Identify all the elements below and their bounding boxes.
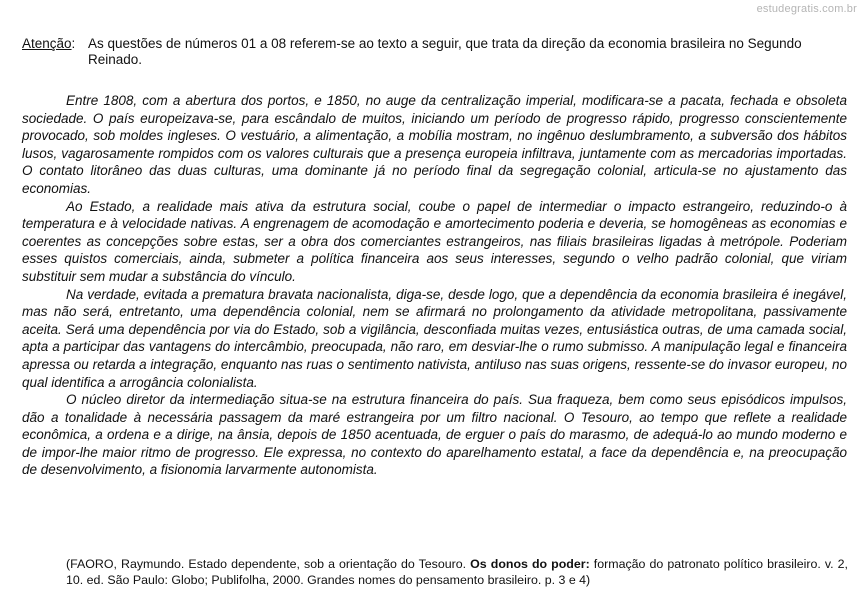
- notice-label-colon: :: [71, 36, 76, 51]
- notice-text: As questões de números 01 a 08 referem-se ao texto a seguir, que trata da direção da economia brasileira no Segundo Reinado.: [88, 36, 802, 67]
- citation-text-before: (FAORO, Raymundo. Estado dependente, sob a orientação do Tesouro.: [66, 557, 471, 571]
- watermark: estudegratis.com.br: [756, 3, 857, 15]
- notice-label: Atenção: [22, 36, 72, 51]
- passage: [22, 92, 847, 479]
- citation: [66, 556, 848, 588]
- passage-paragraph-3: Na verdade, evitada a prematura bravata nacionalista, diga-se, desde logo, que a dependência da economia brasileira é inegável, mas não será, entretanto, uma dependência colonial, nem se afirmará no prolongamento da atividade metropolitana, passivamente aceita. Será uma dependência por via do Estado, sob a vigilância, desconfiada muitas vezes, entusiástica outras, de uma camada social, apta a participar das vantagens do intercâmbio, preocupada, não raro, em desviar-lhe o rumo submisso. A manipulação legal e financeira apressa ou retarda a integração, enquanto nas ruas o sentimento nativista, antiluso nas suas origens, ressente-se do invasor europeu, no qual identifica a arrogância colonialista.: [22, 286, 847, 390]
- passage-paragraph-4: O núcleo diretor da intermediação situa-se na estrutura financeira do país. Sua fraqueza, bem como seus episódicos impulsos, dão a tonalidade à necessária passagem da maré estrangeira por um filtro nacional. O Tesouro, ao tempo que reflete a realidade econômica, a ordena e a dirige, na ânsia, depois de 1850 acentuada, de erguer o país do marasmo, de adequá-lo ao mundo moderno e de impor-lhe maior ritmo de progresso. Ele expressa, no contexto do aparelhamento estatal, a face da dependência e, na preocupação de desenvolvimento, a fisionomia larvarmente autonomista.: [22, 392, 847, 478]
- passage-paragraph-2: Ao Estado, a realidade mais ativa da estrutura social, coube o papel de intermediar o impacto estrangeiro, reduzindo-o à temperatura e à velocidade nativas. A engrenagem de acomodação e amortecimento poderia e deveria, se homogêneas as economias e coerentes as concepções sobre estas, ser a obra dos comerciantes estrangeiros, nas filiais brasileiras ligadas à metrópole. Poderiam esses quistos comerciais, ainda, submeter a política financeira aos seus interesses, segundo o velho padrão colonial, que viriam substituir sem mudar a substância do vínculo.: [22, 198, 847, 284]
- passage-paragraph-1: Entre 1808, com a abertura dos portos, e 1850, no auge da centralização imperial, modificara-se a pacata, fechada e obsoleta sociedade. O país europeizava-se, para escândalo de muitos, iniciando um período de progresso rápido, progresso conscientemente provocado, sob moldes ingleses. O vestuário, a alimentação, a mobília mostram, no ingênuo deslumbramento, a subversão dos hábitos lusos, vagarosamente rompidos com os valores culturais que a presença europeia infiltrava, juntamente com as mercadorias importadas. O contato litorâneo das duas culturas, uma dominante já no período final da segregação colonial, articula-se no ajustamento das economias.: [22, 93, 847, 196]
- citation-text-after: formação do patronato político brasileiro. v. 2, 10. ed. São Paulo: Globo; Publifolha, 2000. Grandes nomes do pensamento brasileiro. p. 3 e 4): [66, 557, 848, 587]
- notice-label-wrap: [22, 36, 88, 52]
- citation-book-title: Os donos do poder:: [470, 557, 590, 571]
- notice-block: [22, 36, 848, 68]
